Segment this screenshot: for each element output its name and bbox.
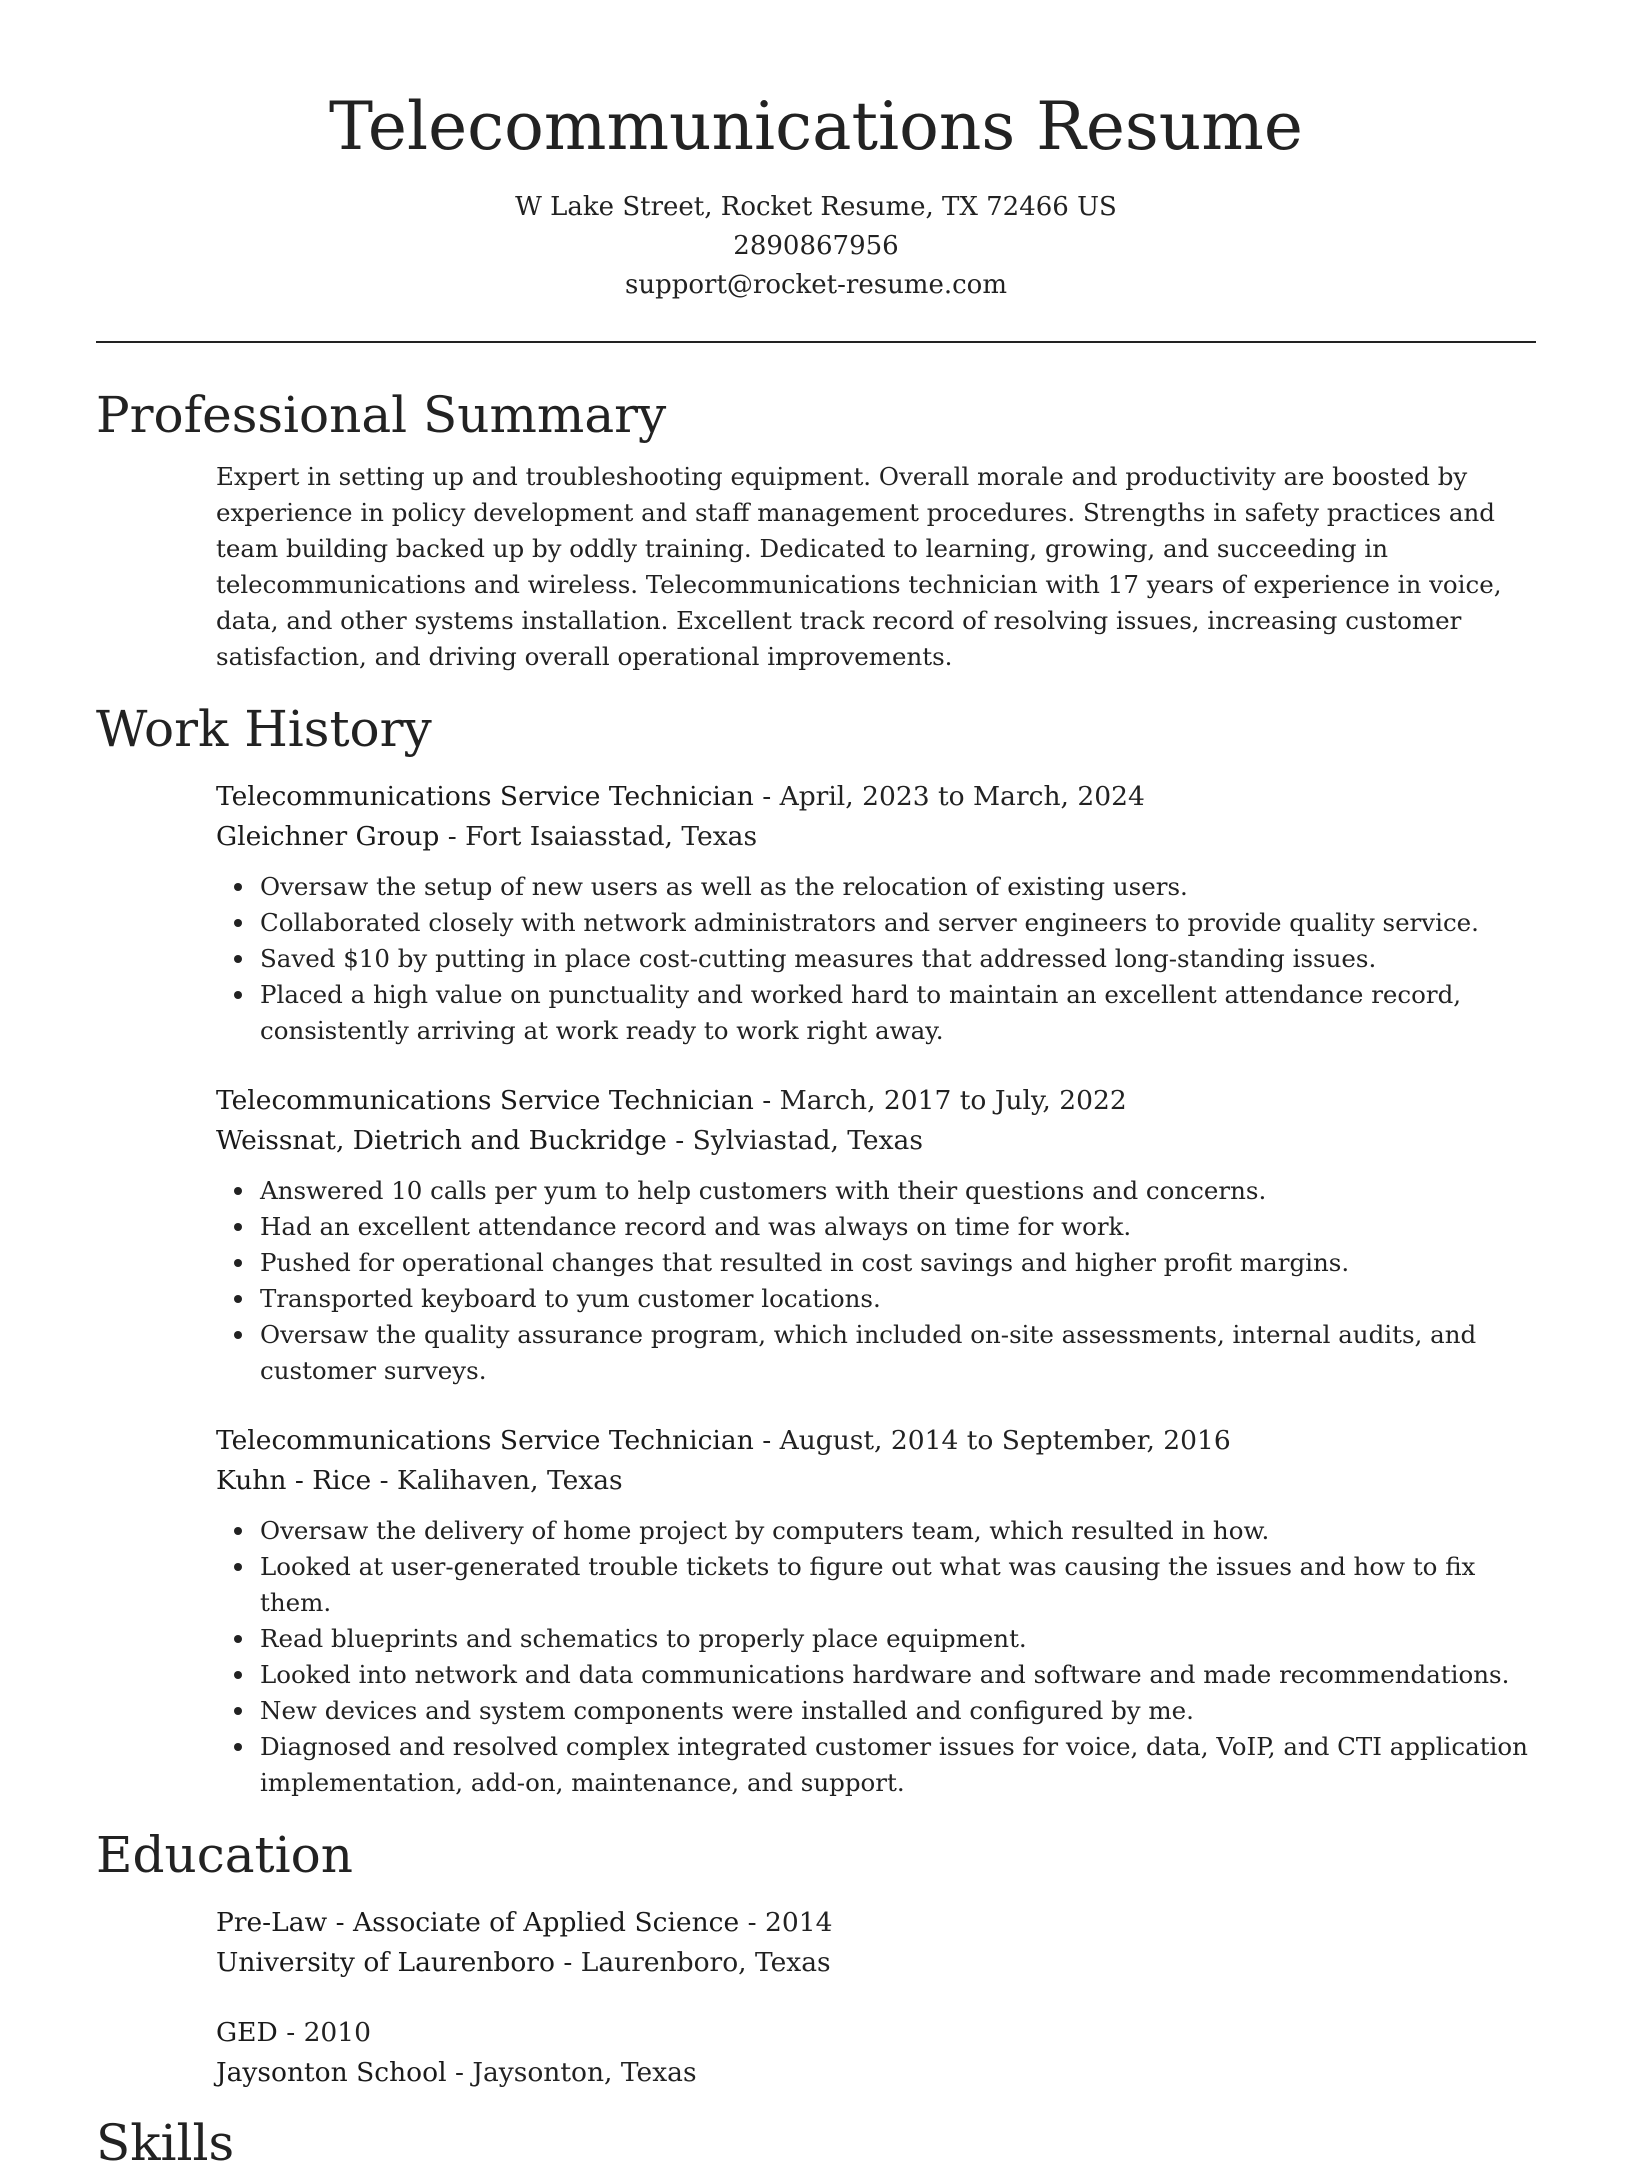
job-title-line bbox=[216, 777, 1536, 817]
education-heading: Education bbox=[96, 1826, 353, 1884]
education-year: - 2014 bbox=[739, 1907, 833, 1938]
job-location: - Fort Isaiasstad, Texas bbox=[439, 821, 758, 852]
job-entry bbox=[216, 1081, 1536, 1389]
header-divider bbox=[96, 341, 1536, 343]
list-item: Oversaw the setup of new users as well as the relocation of existing users. bbox=[260, 869, 1536, 905]
work-history-section bbox=[96, 697, 1536, 1801]
education-degree-line bbox=[216, 1903, 1536, 1943]
job-position: Telecommunications Service Technician bbox=[216, 1425, 754, 1456]
job-bullets bbox=[216, 1173, 1536, 1389]
skills-heading: Skills bbox=[96, 2114, 235, 2172]
skills-section bbox=[96, 2111, 1536, 2175]
list-item: Looked at user-generated trouble tickets to figure out what was causing the issues and how to fix them. bbox=[260, 1549, 1536, 1621]
list-item: Collaborated closely with network administrators and server engineers to provide quality service. bbox=[260, 905, 1536, 941]
job-company-line bbox=[216, 817, 1536, 857]
job-entry bbox=[216, 1421, 1536, 1801]
education-degree: Pre-Law - Associate of Applied Science bbox=[216, 1907, 740, 1938]
job-bullets bbox=[216, 1513, 1536, 1801]
list-item: Answered 10 calls per yum to help customers with their questions and concerns. bbox=[260, 1173, 1536, 1209]
job-position: Telecommunications Service Technician bbox=[216, 1085, 754, 1116]
resume-page bbox=[96, 0, 1536, 2175]
job-dates: - August, 2014 to September, 2016 bbox=[753, 1425, 1231, 1456]
resume-header bbox=[96, 0, 1536, 305]
summary-text: Expert in setting up and troubleshooting equipment. Overall morale and productivity are boosted by experience in policy development and staff management procedures. Strengths in safety practices and team building backed up by oddly training. Dedicated to learning, growing, and succeeding in telecommunications and wireless. Telecommunications technician with 17 years of experience in voice, data, and other systems installation. Excellent track record of resolving issues, increasing customer satisfaction, and driving overall operational improvements. bbox=[216, 462, 1502, 671]
contact-email: support@rocket-resume.com bbox=[624, 270, 1007, 300]
job-dates: - March, 2017 to July, 2022 bbox=[753, 1085, 1127, 1116]
list-item: New devices and system components were installed and configured by me. bbox=[260, 1693, 1536, 1729]
job-company-line bbox=[216, 1121, 1536, 1161]
job-company: Kuhn - Rice bbox=[216, 1465, 372, 1496]
education-school-line bbox=[216, 1943, 1536, 1983]
contact-phone: 2890867956 bbox=[733, 231, 899, 261]
job-company: Gleichner Group bbox=[216, 821, 440, 852]
list-item: Pushed for operational changes that resulted in cost savings and higher profit margins. bbox=[260, 1245, 1536, 1281]
job-bullets bbox=[216, 869, 1536, 1049]
contact-address: W Lake Street, Rocket Resume, TX 72466 US bbox=[515, 192, 1117, 222]
list-item: Oversaw the quality assurance program, which included on-site assessments, internal audits, and customer surveys. bbox=[260, 1317, 1536, 1389]
job-company-line bbox=[216, 1461, 1536, 1501]
job-dates: - April, 2023 to March, 2024 bbox=[753, 781, 1145, 812]
list-item: Had an excellent attendance record and was always on time for work. bbox=[260, 1209, 1536, 1245]
education-school: Jaysonton School bbox=[216, 2057, 447, 2088]
job-company: Weissnat, Dietrich and Buckridge bbox=[216, 1125, 667, 1156]
education-location: - Jaysonton, Texas bbox=[446, 2057, 697, 2088]
education-school-line bbox=[216, 2053, 1536, 2093]
education-location: - Laurenboro, Texas bbox=[554, 1947, 831, 1978]
education-degree-line bbox=[216, 2013, 1536, 2053]
education-school: University of Laurenboro bbox=[216, 1947, 555, 1978]
job-location: - Sylviastad, Texas bbox=[666, 1125, 923, 1156]
summary-heading: Professional Summary bbox=[96, 386, 667, 444]
job-position: Telecommunications Service Technician bbox=[216, 781, 754, 812]
education-entry bbox=[216, 1903, 1536, 1983]
education-degree: GED bbox=[216, 2017, 278, 2048]
job-title-line bbox=[216, 1421, 1536, 1461]
list-item: Looked into network and data communications hardware and software and made recommendations. bbox=[260, 1657, 1536, 1693]
list-item: Transported keyboard to yum customer locations. bbox=[260, 1281, 1536, 1317]
list-item: Oversaw the delivery of home project by computers team, which resulted in how. bbox=[260, 1513, 1536, 1549]
resume-title: Telecommunications Resume bbox=[329, 88, 1303, 165]
education-section bbox=[96, 1823, 1536, 2093]
education-year: - 2010 bbox=[277, 2017, 372, 2048]
job-entry bbox=[216, 777, 1536, 1049]
job-location: - Kalihaven, Texas bbox=[371, 1465, 623, 1496]
list-item: Placed a high value on punctuality and worked hard to maintain an excellent attendance record, consistently arriving at work ready to work right away. bbox=[260, 977, 1536, 1049]
list-item: Diagnosed and resolved complex integrated customer issues for voice, data, VoIP, and CTI application implementation, add-on, maintenance, and support. bbox=[260, 1729, 1536, 1801]
education-entry bbox=[216, 2013, 1536, 2093]
list-item: Read blueprints and schematics to properly place equipment. bbox=[260, 1621, 1536, 1657]
list-item: Saved $10 by putting in place cost-cutting measures that addressed long-standing issues. bbox=[260, 941, 1536, 977]
summary-section bbox=[96, 383, 1536, 675]
work-history-heading: Work History bbox=[96, 700, 432, 758]
job-title-line bbox=[216, 1081, 1536, 1121]
